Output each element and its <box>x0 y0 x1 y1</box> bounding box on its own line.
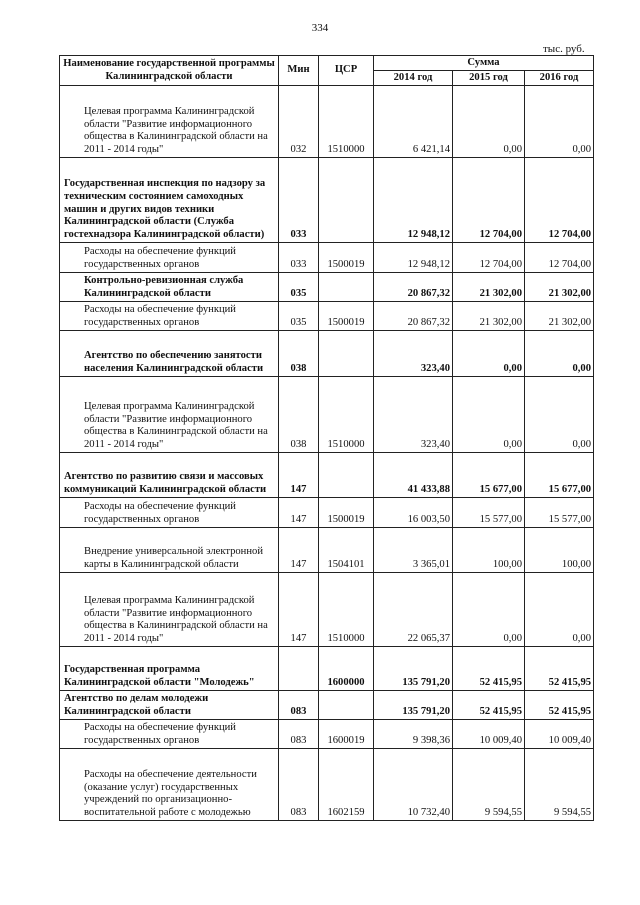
row-2014: 22 065,37 <box>374 573 453 647</box>
table-row <box>60 573 594 647</box>
row-min: 083 <box>279 720 319 749</box>
row-name: Расходы на обеспечение функций государственных органов <box>60 302 279 331</box>
row-2015: 12 704,00 <box>453 158 525 243</box>
row-2014: 12 948,12 <box>374 243 453 273</box>
header-csr: ЦСР <box>319 56 374 86</box>
row-min: 038 <box>279 331 319 377</box>
table-row <box>60 243 594 273</box>
row-2015: 0,00 <box>453 331 525 377</box>
table-row <box>60 691 594 720</box>
row-2015: 0,00 <box>453 377 525 453</box>
table-row <box>60 749 594 821</box>
row-min: 033 <box>279 158 319 243</box>
row-csr <box>319 331 374 377</box>
row-2014: 323,40 <box>374 377 453 453</box>
table-row <box>60 453 594 498</box>
row-2016: 15 577,00 <box>525 498 594 528</box>
row-csr: 1510000 <box>319 573 374 647</box>
table-row <box>60 158 594 243</box>
row-csr: 1600000 <box>319 647 374 691</box>
row-2016: 12 704,00 <box>525 158 594 243</box>
table-row <box>60 647 594 691</box>
row-2015: 21 302,00 <box>453 273 525 302</box>
table-row <box>60 86 594 158</box>
row-2014: 9 398,36 <box>374 720 453 749</box>
row-csr <box>319 691 374 720</box>
row-csr: 1600019 <box>319 720 374 749</box>
row-name: Расходы на обеспечение функций государственных органов <box>60 720 279 749</box>
row-2015: 15 677,00 <box>453 453 525 498</box>
row-csr: 1602159 <box>319 749 374 821</box>
row-2014: 12 948,12 <box>374 158 453 243</box>
row-2015: 15 577,00 <box>453 498 525 528</box>
table-row <box>60 498 594 528</box>
row-min: 083 <box>279 691 319 720</box>
row-2014: 323,40 <box>374 331 453 377</box>
header-year-2016: 2016 год <box>525 71 594 86</box>
page-number: 334 <box>311 22 329 34</box>
row-2016: 10 009,40 <box>525 720 594 749</box>
table-row <box>60 377 594 453</box>
row-2014: 16 003,50 <box>374 498 453 528</box>
row-2016: 0,00 <box>525 377 594 453</box>
row-name: Расходы на обеспечение деятельности (оказание услуг) государственных учреждений по организационно-воспитательной работе с молодежью <box>60 749 279 821</box>
header-year-2015: 2015 год <box>453 71 525 86</box>
row-min: 033 <box>279 243 319 273</box>
table-row <box>60 720 594 749</box>
row-name: Внедрение универсальной электронной карты в Калининградской области <box>60 528 279 573</box>
row-2014: 6 421,14 <box>374 86 453 158</box>
row-2015: 0,00 <box>453 573 525 647</box>
row-2015: 10 009,40 <box>453 720 525 749</box>
table-row <box>60 273 594 302</box>
row-2016: 52 415,95 <box>525 691 594 720</box>
row-2016: 100,00 <box>525 528 594 573</box>
row-2016: 0,00 <box>525 573 594 647</box>
row-name: Контрольно-ревизионная служба Калининградской области <box>60 273 279 302</box>
row-2014: 20 867,32 <box>374 273 453 302</box>
table-row <box>60 302 594 331</box>
row-min: 083 <box>279 749 319 821</box>
row-csr: 1504101 <box>319 528 374 573</box>
row-min: 038 <box>279 377 319 453</box>
row-2014: 41 433,88 <box>374 453 453 498</box>
row-2016: 12 704,00 <box>525 243 594 273</box>
row-csr: 1510000 <box>319 86 374 158</box>
row-csr: 1500019 <box>319 243 374 273</box>
row-csr <box>319 453 374 498</box>
row-name: Государственная программа Калининградской области "Молодежь" <box>60 647 279 691</box>
row-csr: 1500019 <box>319 302 374 331</box>
row-name: Расходы на обеспечение функций государственных органов <box>60 243 279 273</box>
row-2015: 52 415,95 <box>453 691 525 720</box>
row-2016: 0,00 <box>525 86 594 158</box>
units-label: тыс. руб. <box>543 43 585 55</box>
row-min: 147 <box>279 528 319 573</box>
row-2015: 100,00 <box>453 528 525 573</box>
row-name: Агентство по развитию связи и массовых коммуникаций Калининградской области <box>60 453 279 498</box>
row-name: Агентство по делам молодежи Калининградской области <box>60 691 279 720</box>
header-sum: Сумма <box>374 56 594 71</box>
header-min: Мин <box>279 56 319 86</box>
row-name: Расходы на обеспечение функций государственных органов <box>60 498 279 528</box>
row-min: 032 <box>279 86 319 158</box>
row-2015: 21 302,00 <box>453 302 525 331</box>
row-csr: 1500019 <box>319 498 374 528</box>
table-row <box>60 528 594 573</box>
row-2016: 0,00 <box>525 331 594 377</box>
row-2016: 52 415,95 <box>525 647 594 691</box>
row-csr <box>319 273 374 302</box>
row-min: 147 <box>279 453 319 498</box>
table-row <box>60 331 594 377</box>
row-name: Целевая программа Калининградской области "Развитие информационного общества в Калининградской области на 2011 - 2014 годы" <box>60 86 279 158</box>
header-name: Наименование государственной программы Калининградской области <box>60 56 279 86</box>
row-2016: 9 594,55 <box>525 749 594 821</box>
budget-table <box>59 55 594 821</box>
row-name: Целевая программа Калининградской области "Развитие информационного общества в Калининградской области на 2011 - 2014 годы" <box>60 377 279 453</box>
row-2015: 12 704,00 <box>453 243 525 273</box>
row-min <box>279 647 319 691</box>
row-2015: 52 415,95 <box>453 647 525 691</box>
row-2016: 15 677,00 <box>525 453 594 498</box>
row-min: 147 <box>279 573 319 647</box>
row-2014: 135 791,20 <box>374 691 453 720</box>
row-2014: 10 732,40 <box>374 749 453 821</box>
row-min: 147 <box>279 498 319 528</box>
row-min: 035 <box>279 302 319 331</box>
row-min: 035 <box>279 273 319 302</box>
row-csr: 1510000 <box>319 377 374 453</box>
row-2014: 3 365,01 <box>374 528 453 573</box>
row-2014: 135 791,20 <box>374 647 453 691</box>
row-2015: 9 594,55 <box>453 749 525 821</box>
row-2015: 0,00 <box>453 86 525 158</box>
row-name: Государственная инспекция по надзору за техническим состоянием самоходных машин и других видов техники Калининградской области (Служба гостехнадзора Калининградской области) <box>60 158 279 243</box>
row-csr <box>319 158 374 243</box>
row-2016: 21 302,00 <box>525 302 594 331</box>
row-2016: 21 302,00 <box>525 273 594 302</box>
row-name: Целевая программа Калининградской области "Развитие информационного общества в Калининградской области на 2011 - 2014 годы" <box>60 573 279 647</box>
row-2014: 20 867,32 <box>374 302 453 331</box>
row-name: Агентство по обеспечению занятости населения Калининградской области <box>60 331 279 377</box>
header-year-2014: 2014 год <box>374 71 453 86</box>
